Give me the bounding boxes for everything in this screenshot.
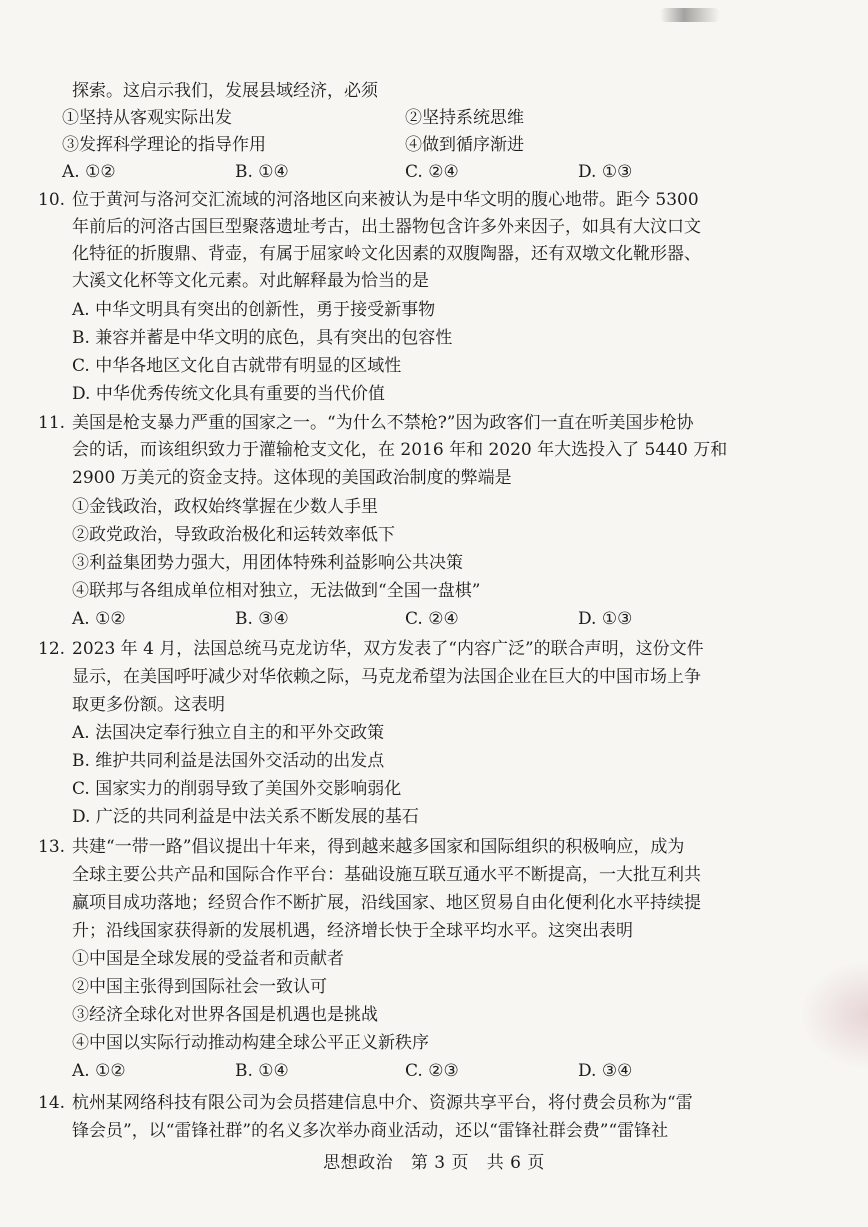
q10-option-d: D. 中华优秀传统文化具有重要的当代价值 bbox=[72, 384, 385, 404]
q14-stem-line: 杭州某网络科技有限公司为会员搭建信息中介、资源共享平台，将付费会员称为“雷 bbox=[72, 1093, 693, 1113]
q13-choice-b: B. ①④ bbox=[235, 1061, 289, 1081]
q10-option-a: A. 中华文明具有突出的创新性，勇于接受新事物 bbox=[72, 300, 436, 320]
q11-choice-a: A. ①② bbox=[72, 609, 126, 629]
q11-choice-c: C. ②④ bbox=[405, 609, 459, 629]
q12-stem-line: 2023 年 4 月，法国总统马克龙访华，双方发表了“内容广泛”的联合声明，这份文件 bbox=[72, 639, 704, 659]
scan-artifact bbox=[660, 8, 720, 22]
q10-stem-line: 大溪文化杯等文化元素。对此解释最为恰当的是 bbox=[72, 271, 429, 291]
q11-item-4: ④联邦与各组成单位相对独立，无法做到“全国一盘棋” bbox=[72, 581, 481, 601]
q12-option-a: A. 法国决定奉行独立自主的和平外交政策 bbox=[72, 723, 385, 743]
q13-choice-d: D. ③④ bbox=[578, 1061, 633, 1081]
q13-item-2: ②中国主张得到国际社会一致认可 bbox=[72, 977, 327, 997]
q12-stem-line: 取更多份额。这表明 bbox=[72, 695, 225, 715]
q9-item-4: ④做到循序渐进 bbox=[405, 135, 524, 155]
q13-stem-line: 全球主要公共产品和国际合作平台：基础设施互联互通水平不断提高，一大批互利共 bbox=[72, 865, 701, 885]
q11-stem-line: 会的话，而该组织致力于灌输枪支文化，在 2016 年和 2020 年大选投入了 5440 万和 bbox=[72, 440, 728, 460]
q13-choice-c: C. ②③ bbox=[405, 1061, 459, 1081]
q11-stem-line: 美国是枪支暴力严重的国家之一。“为什么不禁枪?”因为政客们一直在听美国步枪协 bbox=[72, 413, 694, 433]
q9-stem: 探索。这启示我们，发展县域经济，必须 bbox=[72, 81, 378, 101]
q12-option-b: B. 维护共同利益是法国外交活动的出发点 bbox=[72, 751, 385, 771]
q13-number: 13. bbox=[38, 837, 66, 857]
q9-item-3: ③发挥科学理论的指导作用 bbox=[62, 135, 266, 155]
q9-choice-b: B. ①④ bbox=[235, 162, 289, 182]
q14-stem-line: 锋会员”，以“雷锋社群”的名义多次举办商业活动，还以“雷锋社群会费”“雷锋社 bbox=[72, 1121, 669, 1141]
q11-choice-b: B. ③④ bbox=[235, 609, 289, 629]
q12-option-d: D. 广泛的共同利益是中法关系不断发展的基石 bbox=[72, 807, 419, 827]
q12-option-c: C. 国家实力的削弱导致了美国外交影响弱化 bbox=[72, 779, 402, 799]
q13-stem-line: 升；沿线国家获得新的发展机遇，经济增长快于全球平均水平。这突出表明 bbox=[72, 921, 633, 941]
q11-number: 11. bbox=[38, 413, 66, 433]
q10-number: 10. bbox=[38, 190, 66, 210]
q9-choice-d: D. ①③ bbox=[578, 162, 633, 182]
q11-item-3: ③利益集团势力强大，用团体特殊利益影响公共决策 bbox=[72, 553, 463, 573]
q9-item-2: ②坚持系统思维 bbox=[405, 108, 524, 128]
q13-stem-line: 共建“一带一路”倡议提出十年来，得到越来越多国家和国际组织的积极响应，成为 bbox=[72, 837, 685, 857]
q10-stem-line: 年前后的河洛古国巨型聚落遗址考古，出土器物包含许多外来因子，如具有大汶口文 bbox=[72, 217, 701, 237]
q10-option-b: B. 兼容并蓄是中华文明的底色，具有突出的包容性 bbox=[72, 328, 453, 348]
page-footer: 思想政治 第 3 页 共 6 页 bbox=[323, 1153, 545, 1173]
q9-choice-a: A. ①② bbox=[62, 162, 116, 182]
q9-choice-c: C. ②④ bbox=[405, 162, 459, 182]
q14-number: 14. bbox=[38, 1093, 66, 1113]
q13-item-4: ④中国以实际行动推动构建全球公平正义新秩序 bbox=[72, 1033, 429, 1053]
q10-stem-line: 化特征的折腹鼎、背壶，有属于屈家岭文化因素的双腹陶器，还有双墩文化靴形器、 bbox=[72, 244, 701, 264]
q12-stem-line: 显示，在美国呼吁减少对华依赖之际，马克龙希望为法国企业在巨大的中国市场上争 bbox=[72, 667, 701, 687]
q11-item-2: ②政党政治，导致政治极化和运转效率低下 bbox=[72, 525, 395, 545]
q11-choice-d: D. ①③ bbox=[578, 609, 633, 629]
q13-item-1: ①中国是全球发展的受益者和贡献者 bbox=[72, 949, 344, 969]
q10-stem-line: 位于黄河与洛河交汇流域的河洛地区向来被认为是中华文明的腹心地带。距今 5300 bbox=[72, 190, 699, 210]
q13-choice-a: A. ①② bbox=[72, 1061, 126, 1081]
q11-stem-line: 2900 万美元的资金支持。这体现的美国政治制度的弊端是 bbox=[72, 468, 512, 488]
q12-number: 12. bbox=[38, 639, 66, 659]
q10-option-c: C. 中华各地区文化自古就带有明显的区域性 bbox=[72, 356, 402, 376]
q11-item-1: ①金钱政治，政权始终掌握在少数人手里 bbox=[72, 497, 378, 517]
q9-item-1: ①坚持从客观实际出发 bbox=[62, 108, 232, 128]
scan-shadow bbox=[800, 960, 868, 1070]
q13-stem-line: 赢项目成功落地；经贸合作不断扩展，沿线国家、地区贸易自由化便利化水平持续提 bbox=[72, 893, 701, 913]
q13-item-3: ③经济全球化对世界各国是机遇也是挑战 bbox=[72, 1005, 378, 1025]
